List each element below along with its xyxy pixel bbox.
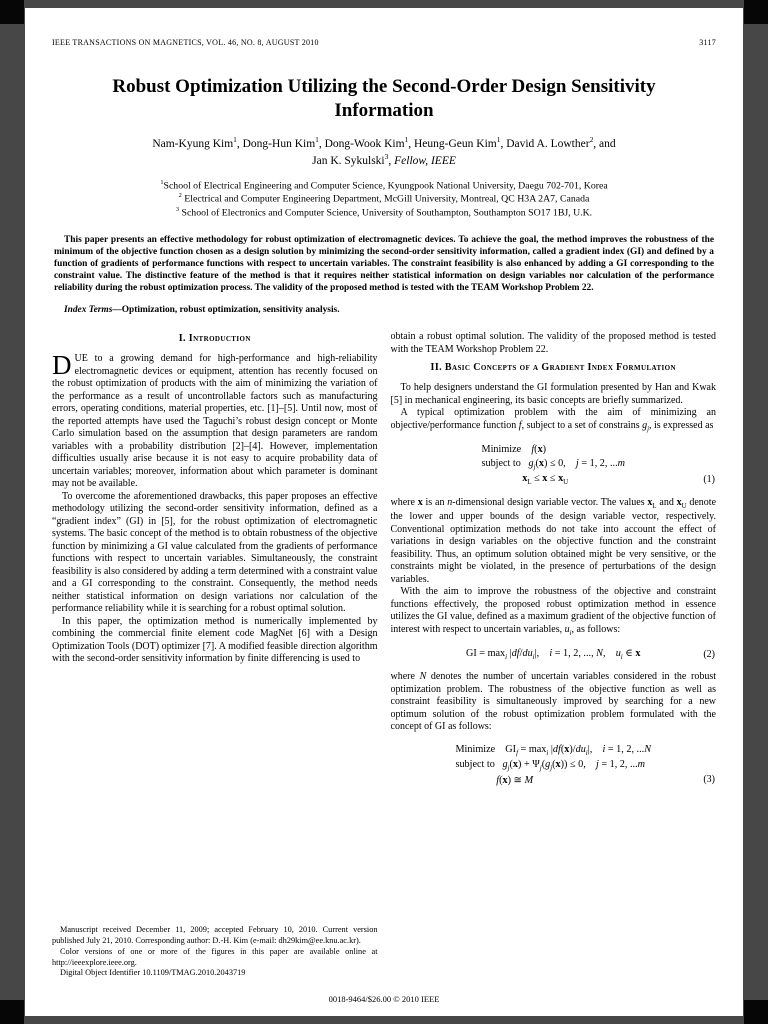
equation-1-body <box>482 443 625 488</box>
affiliation-3: $^3$ School of Electronics and Computer Science, University of Southampton, Southampton SO17 1BJ, U.K. <box>175 206 593 219</box>
intro-paragraph-1 <box>52 350 378 491</box>
affiliation-2: $^2$ Electrical and Computer Engineering Department, McGill University, Montreal, QC H3A 2A7, Canada <box>178 192 590 205</box>
equation-3-line-3: f(x) ≅ M <box>496 774 534 786</box>
copyright-line: 0018-9464/$26.00 © 2010 IEEE <box>328 994 440 1004</box>
intro-paragraph-3: In this paper, the optimization method is numerically implemented by combining the commercial finite element code MagNet [6] with a Design Optimization Tools (DOT) optimizer [7]. A modified feasible direction algorithm with the second-order sensitivity information by finite differencing is used to <box>52 615 378 665</box>
two-column-body <box>52 331 716 979</box>
index-terms-label: Index Terms— <box>64 305 122 316</box>
equation-3-line-1: Minimize $GI_f = \max_i |df(x)/du_i|$, i = 1, 2, ...N <box>455 743 651 758</box>
corner-mark-top-right <box>744 0 768 24</box>
abstract: This paper presents an effective methodology for robust optimization of electromagnetic devices. To achieve the goal, the method improves the robustness of the minimum of the objective function chosen as a design solution by minimizing the second-order sensitivity information, called a gradient index (GI) and defined by a function of gradients of performance functions with respect to uncertain variables. The constraint feasibility is also enhanced by adding a GI corresponding to the constraint value. The distinctive feature of the method is that it requires neither statistical information on design variables nor calculation of the performance reliability during the robust optimization process. The validity of the proposed method is tested with the TEAM Workshop Problem 22. <box>54 235 714 294</box>
authors-line-2: Jan K. Sykulski$^3$, Fellow, IEEE <box>312 152 456 167</box>
equation-1-line-2: subject to $g_j(x) \le 0$, j = 1, 2, ...m <box>481 457 625 471</box>
footnote-manuscript: Manuscript received December 11, 2009; accepted February 10, 2010. Current version published July 21, 2010. Corresponding author: D.-H. Kim (e-mail: dh29kim@ee.knu.ac.kr). <box>52 925 378 945</box>
intro-paragraph-1-text: UE to a growing demand for high-performance and high-reliability electromagnetic devices or equipment, attention has recently focused on the robust optimization of products with the aim of minimizing the variation of the performance as a result of uncontrollable factors such as manufacturing errors, operating conditions, material properties, etc. [1]–[5]. Until now, most of the reported attempts have used the Taguchi’s robust design concept or Monte Carlo simulation based on the assumption that design parameters are random variables with a probability distribution [2]–[4]. However, implementation difficulties usually arise because it is not easy to acquire probability data of uncertain variables; moreover, information about which parameter is dominant may not be available. <box>52 353 378 490</box>
intro-paragraph-2: To overcome the aforementioned drawbacks, this paper proposes an effective methodology utilizing the second-order sensitivity information, defined as a “gradient index” (GI) in [5], for the robust optimization of electromagnetic systems. The basic concept of the method is to obtain robustness of the objective function by minimizing a GI value calculated from the gradients of performance functions with respect to uncertain variables. Simultaneously, the constraint feasibility is also considered by adding a term determined with a constraint value and a GI corresponding to the constraint. Consequently, the method needs neither statistical information on design variations nor calculation of the performance reliability while it is searching for a robust optimal solution. <box>52 490 378 615</box>
corner-mark-bottom-right <box>744 1000 768 1024</box>
concepts-paragraph-3: where x is an n-dimensional design variable vector. The values $x_L$ and $x_U$ denote the lower and upper bounds of the design variable vector, respectively. Conventional optimization methods do not take into account the effect of variations in design variables on the objective function and the constraint feasibility. Thus, an optimum solution obtained might be very sensitive, or the constraints might be violated, in the presence of perturbations of the design variables. <box>390 496 716 585</box>
equation-1-line-1: Minimize f(x) <box>481 444 547 456</box>
footnote-color-versions: Color versions of one or more of the figures in this paper are available online at http://ieeexplore.ieee.org. <box>52 946 378 967</box>
equation-3-line-2: subject to $g_j(x) + \Psi_j(g_j(x)) \le 0$, j = 1, 2, ...m <box>455 759 645 773</box>
equation-3-number: (3) <box>703 774 715 786</box>
corner-mark-top-left <box>0 0 24 24</box>
affiliation-1: $^1$School of Electrical Engineering and Computer Science, Kyungpook National University, Daegu 702-701, Korea <box>160 178 608 191</box>
equation-2-body <box>466 647 640 662</box>
index-terms-text: Optimization, robust optimization, sensitivity analysis. <box>121 305 340 316</box>
concepts-paragraph-2: A typical optimization problem with the aim of minimizing an objective/performance function f, subject to a set of constrains $g_j$, is expressed as <box>390 407 716 433</box>
equation-2-number: (2) <box>703 648 715 660</box>
authors-line-1: Nam-Kyung Kim$^1$, Dong-Hun Kim$^1$, Dong-Wook Kim$^1$, Heung-Geun Kim$^1$, David A. Lowther$^2$, and <box>152 134 616 150</box>
first-page-footnote <box>52 925 378 979</box>
section-heading-introduction: I. Introduction <box>178 333 251 345</box>
concepts-paragraph-5: where N denotes the number of uncertain variables considered in the robust optimization problem. The robustness of the objective function as well as constraint feasibility is simultaneously improved by searching for a new optimum solution of the robust optimization problem formulated with the concept of GI as follows: <box>390 671 716 733</box>
equation-2 <box>391 647 717 662</box>
right-column <box>391 331 717 979</box>
footnote-doi: Digital Object Identifier 10.1109/TMAG.2010.2043719 <box>60 968 246 978</box>
concepts-paragraph-4: With the aim to improve the robustness of the objective and constraint functions effectively, the proposed robust optimization method in essence utilizes the GI value, defined as a maximum gradient of the objective function of interest with respect to uncertain variables, $u_i$, as follows: <box>390 586 716 637</box>
corner-mark-bottom-left <box>0 1000 24 1024</box>
running-head <box>52 38 716 47</box>
concepts-paragraph-1: To help designers understand the GI formulation presented by Han and Kwak [5] in mechanical engineering, its basic concepts are briefly summarized. <box>390 382 716 406</box>
equation-2-line-1: GI = $\max_i |df/du_i|$, i = 1, 2, ..., N, $u_i$ ∈ x <box>466 648 641 662</box>
section-heading-concepts: II. Basic Concepts of a Gradient Index Formulation <box>430 362 676 374</box>
equation-1-number: (1) <box>703 474 715 486</box>
equation-3 <box>391 743 717 788</box>
journal-header: IEEE TRANSACTIONS ON MAGNETICS, VOL. 46, NO. 8, AUGUST 2010 <box>52 38 319 47</box>
index-terms <box>54 305 714 315</box>
authors-block <box>52 135 716 170</box>
paper-page <box>25 8 743 1016</box>
left-column <box>52 331 378 979</box>
concepts-paragraph-0: obtain a robust optimal solution. The validity of the proposed method is tested with the TEAM Workshop Problem 22. <box>390 331 716 355</box>
equation-1-line-3: $x_L \le x \le x_U$ <box>522 473 569 487</box>
page-number: 3117 <box>699 38 716 47</box>
affiliations-block <box>52 179 716 221</box>
equation-3-body <box>456 743 652 788</box>
drop-cap: D <box>52 350 72 381</box>
equation-1 <box>391 443 717 488</box>
paper-title: Robust Optimization Utilizing the Second-Order Design Sensitivity Information <box>112 76 656 121</box>
